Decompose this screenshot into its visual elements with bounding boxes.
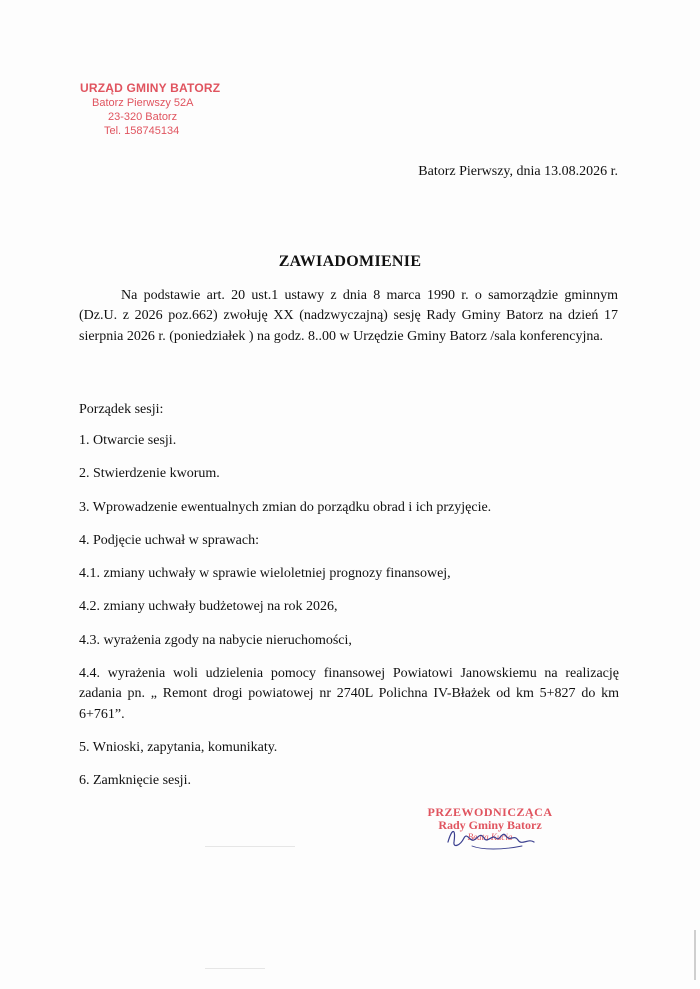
signature-role: PRZEWODNICZĄCA — [427, 805, 553, 819]
agenda-item: 4.3. wyrażenia zgody na nabycie nieruchomości, — [79, 632, 352, 648]
agenda-item: 3. Wprowadzenie ewentualnych zmian do porządku obrad i ich przyjęcie. — [79, 499, 492, 515]
agenda-list — [79, 431, 619, 792]
signature-stamp — [420, 806, 560, 866]
agenda-item: 4.4. wyrażenia woli udzielenia pomocy finansowej Powiatowi Janowskiemu na realizację zadania pn. „ Remont drogi powiatowej nr 2740L Polichna IV-Błażek od km 5+827 do km 6+761”. — [79, 666, 619, 722]
scan-artifact — [205, 968, 265, 969]
agenda-item: 6. Zamknięcie sesji. — [79, 773, 191, 789]
stamp-address-line2: 23-320 Batorz — [108, 111, 178, 124]
intro-paragraph: Na podstawie art. 20 ust.1 ustawy z dnia 8 marca 1990 r. o samorządzie gminnym (Dz.U. z 2026 poz.662) zwołuję XX (nadzwyczajną) sesję Rady Gminy Batorz na dzień 17 sierpnia 2026 r. (poniedziałek ) na godz. 8..00 w Urzędzie Gminy Batorz /sala konferencyjna. — [79, 288, 618, 344]
agenda-item: 1. Otwarcie sesji. — [79, 433, 177, 448]
agenda-item: 4.2. zmiany uchwały budżetowej na rok 2026, — [79, 599, 338, 615]
office-stamp — [80, 82, 240, 137]
agenda — [79, 402, 619, 805]
scan-edge-artifact — [694, 930, 696, 980]
agenda-title: Porządek sesji: — [79, 402, 164, 417]
handwritten-signature-icon — [442, 820, 542, 856]
agenda-item: 4. Podjęcie uchwał w sprawach: — [79, 532, 259, 548]
document-title: ZAWIADOMIENIE — [278, 253, 422, 270]
stamp-phone: Tel. 158745134 — [104, 125, 180, 138]
scan-artifact — [205, 846, 295, 847]
agenda-item: 5. Wnioski, zapytania, komunikaty. — [79, 739, 278, 755]
stamp-office-name: URZĄD GMINY BATORZ — [80, 81, 221, 95]
signature-name: Beata Kucia — [467, 832, 513, 843]
agenda-item: 2. Stwierdzenie kworum. — [79, 466, 220, 482]
agenda-item: 4.1. zmiany uchwały w sprawie wieloletniej prognozy finansowej, — [79, 566, 451, 582]
signature-council: Rady Gminy Batorz — [438, 818, 542, 833]
date-line: Batorz Pierwszy, dnia 13.08.2026 r. — [418, 164, 618, 179]
stamp-address-line1: Batorz Pierwszy 52A — [92, 97, 194, 110]
